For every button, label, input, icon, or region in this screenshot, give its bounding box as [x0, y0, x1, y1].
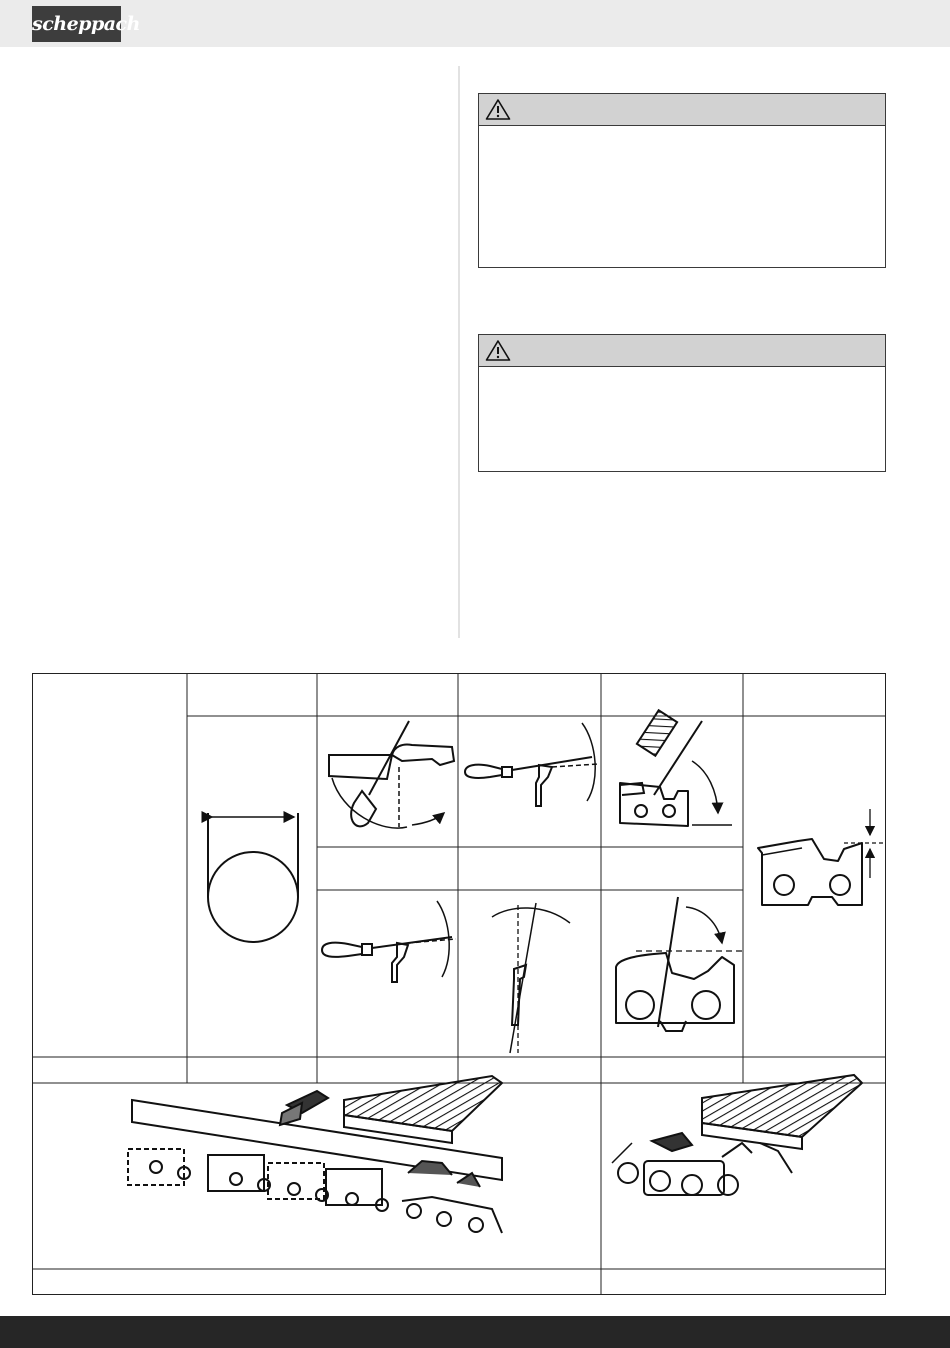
warning-box-2-header [479, 335, 885, 367]
side-angle-filing-drawing [465, 723, 598, 806]
chain-sharpening-table [32, 673, 886, 1295]
scheppach-logo: scheppach [32, 6, 121, 42]
file-holder-angle-drawing [322, 901, 456, 982]
page-header [0, 0, 950, 47]
warning-triangle-icon [485, 98, 511, 121]
warning-triangle-icon [485, 339, 511, 362]
chain-cutting-illustration [128, 1076, 502, 1233]
warning-box-1 [478, 93, 886, 268]
chain-file-angle-drawing [620, 710, 732, 826]
sharpening-table-drawing [32, 673, 886, 1295]
file-diameter-drawing [208, 813, 298, 942]
warning-box-1-header [479, 94, 885, 126]
depth-gauge-drawing [758, 809, 886, 905]
top-plate-filing-drawing [329, 721, 454, 828]
column-divider [458, 66, 460, 638]
page-footer [0, 1316, 950, 1348]
cutter-vertical-angle-drawing [492, 903, 570, 1053]
warning-box-2 [478, 334, 886, 472]
depth-gauge-cutting-illustration [612, 1075, 862, 1195]
cutter-tooth-large-drawing [616, 897, 746, 1031]
